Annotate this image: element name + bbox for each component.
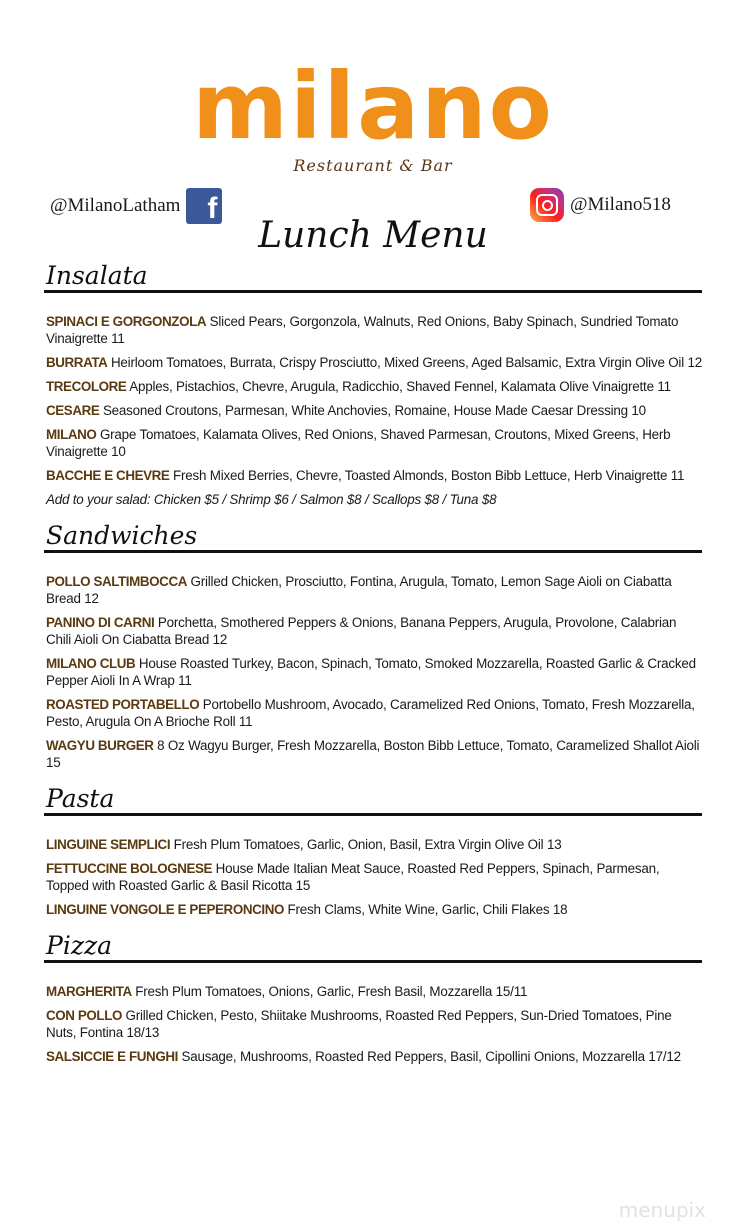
menu-item-description: Fresh Mixed Berries, Chevre, Toasted Almonds, Boston Bibb Lettuce, Herb Vinaigrette 11 xyxy=(173,468,685,483)
menu-item-name: PANINO DI CARNI xyxy=(46,615,155,630)
menu-item-name: BURRATA xyxy=(46,355,108,370)
menu-item-name: CESARE xyxy=(46,403,100,418)
menu-item xyxy=(46,313,704,347)
menu-item-name: WAGYU BURGER xyxy=(46,738,154,753)
section-divider xyxy=(44,813,702,816)
section-divider xyxy=(44,960,702,963)
menu-item-description: House Made Italian Meat Sauce, Roasted Red Peppers, Spinach, Parmesan, Topped with Roasted Garlic & Basil Ricotta 15 xyxy=(46,861,660,893)
menu-item-description: Sausage, Mushrooms, Roasted Red Peppers, Basil, Cipollini Onions, Mozzarella 17/12 xyxy=(181,1049,681,1064)
menu-item-name: CON POLLO xyxy=(46,1008,122,1023)
menu-item-name: LINGUINE SEMPLICI xyxy=(46,837,171,852)
menu-item-description: Sliced Pears, Gorgonzola, Walnuts, Red Onions, Baby Spinach, Sundried Tomato Vinaigrette 11 xyxy=(46,314,679,346)
menu-item-name: MILANO CLUB xyxy=(46,656,136,671)
menu-item xyxy=(46,402,704,419)
menu-item xyxy=(46,1048,704,1065)
menu-item-description: Portobello Mushroom, Avocado, Caramelized Red Onions, Tomato, Fresh Mozzarella, Pesto, Arugula On A Brioche Roll 11 xyxy=(46,697,695,729)
menu-item-description: Seasoned Croutons, Parmesan, White Anchovies, Romaine, House Made Caesar Dressing 10 xyxy=(102,403,646,418)
menu-item-description: Fresh Clams, White Wine, Garlic, Chili Flakes 18 xyxy=(287,902,568,917)
instagram-handle[interactable]: @Milano518 xyxy=(570,194,671,215)
menu-item xyxy=(46,860,704,894)
section-items xyxy=(44,836,704,918)
menu-item-name: ROASTED PORTABELLO xyxy=(46,697,200,712)
menu-item-name: MARGHERITA xyxy=(46,984,132,999)
menu-item-name: FETTUCCINE BOLOGNESE xyxy=(46,861,213,876)
menu-item-description: Grilled Chicken, Prosciutto, Fontina, Arugula, Tomato, Lemon Sage Aioli on Ciabatta Bread 12 xyxy=(46,574,672,606)
menu-item-description: Grilled Chicken, Pesto, Shiitake Mushrooms, Roasted Red Peppers, Sun-Dried Tomatoes, Pine Nuts, Fontina 18/13 xyxy=(46,1008,672,1040)
section-heading: Pasta xyxy=(46,784,115,813)
menu-section xyxy=(44,262,704,508)
menu-body xyxy=(44,262,704,1079)
section-divider xyxy=(44,290,702,293)
menu-item xyxy=(46,655,704,689)
menu-item-description: Apples, Pistachios, Chevre, Arugula, Radicchio, Shaved Fennel, Kalamata Olive Vinaigrette 11 xyxy=(129,379,671,394)
menu-item xyxy=(46,737,704,771)
menu-item xyxy=(46,983,704,1000)
section-heading: Sandwiches xyxy=(46,521,198,550)
salad-addons: Add to your salad: Chicken $5 / Shrimp $6 / Salmon $8 / Scallops $8 / Tuna $8 xyxy=(46,492,497,507)
menu-item-description: Heirloom Tomatoes, Burrata, Crispy Prosciutto, Mixed Greens, Aged Balsamic, Extra Virgin Olive Oil 12 xyxy=(110,355,703,370)
menu-item-name: TRECOLORE xyxy=(46,379,127,394)
menu-item-name: BACCHE E CHEVRE xyxy=(46,468,170,483)
menu-section xyxy=(44,785,704,918)
menu-item-name: SPINACI E GORGONZOLA xyxy=(46,314,207,329)
menu-item-name: LINGUINE VONGOLE E PEPERONCINO xyxy=(46,902,284,917)
menu-item xyxy=(46,354,704,371)
menu-item xyxy=(46,696,704,730)
menu-item xyxy=(46,1007,704,1041)
menu-item-name: POLLO SALTIMBOCCA xyxy=(46,574,187,589)
menu-item-description: House Roasted Turkey, Bacon, Spinach, Tomato, Smoked Mozzarella, Roasted Garlic & Cracked Pepper Aioli In A Wrap 11 xyxy=(46,656,696,688)
menu-item-description: 8 Oz Wagyu Burger, Fresh Mozzarella, Boston Bibb Lettuce, Tomato, Caramelized Shallot Aioli 15 xyxy=(46,738,700,770)
menu-item xyxy=(46,614,704,648)
section-items xyxy=(44,313,704,508)
menu-item-name: SALSICCIE E FUNGHI xyxy=(46,1049,178,1064)
menu-item-description: Fresh Plum Tomatoes, Onions, Garlic, Fresh Basil, Mozzarella 15/11 xyxy=(135,984,528,999)
menu-item xyxy=(46,573,704,607)
menu-section xyxy=(44,932,704,1065)
section-divider xyxy=(44,550,702,553)
menu-item xyxy=(46,426,704,460)
menu-section xyxy=(44,522,704,771)
tagline: Restaurant & Bar xyxy=(293,156,453,175)
menu-item xyxy=(46,467,704,484)
restaurant-logo: milano xyxy=(192,53,554,160)
menu-item-description: Grape Tomatoes, Kalamata Olives, Red Onions, Shaved Parmesan, Croutons, Mixed Greens, Herb Vinaigrette 10 xyxy=(46,427,671,459)
facebook-icon: f xyxy=(186,188,222,224)
menu-item xyxy=(46,378,704,395)
menu-item-description: Fresh Plum Tomatoes, Garlic, Onion, Basil, Extra Virgin Olive Oil 13 xyxy=(173,837,562,852)
section-heading: Insalata xyxy=(46,261,148,290)
menu-item-name: MILANO xyxy=(46,427,97,442)
section-items xyxy=(44,983,704,1065)
section-heading: Pizza xyxy=(46,931,113,960)
section-items xyxy=(44,573,704,771)
watermark: menupix xyxy=(618,1198,706,1222)
menu-item xyxy=(46,836,704,853)
menu-item-description: Porchetta, Smothered Peppers & Onions, Banana Peppers, Arugula, Provolone, Calabrian Chili Aioli On Ciabatta Bread 12 xyxy=(46,615,677,647)
menu-item xyxy=(46,901,704,918)
facebook-handle[interactable]: @MilanoLatham xyxy=(50,195,181,216)
menu-title: Lunch Menu xyxy=(258,215,488,256)
